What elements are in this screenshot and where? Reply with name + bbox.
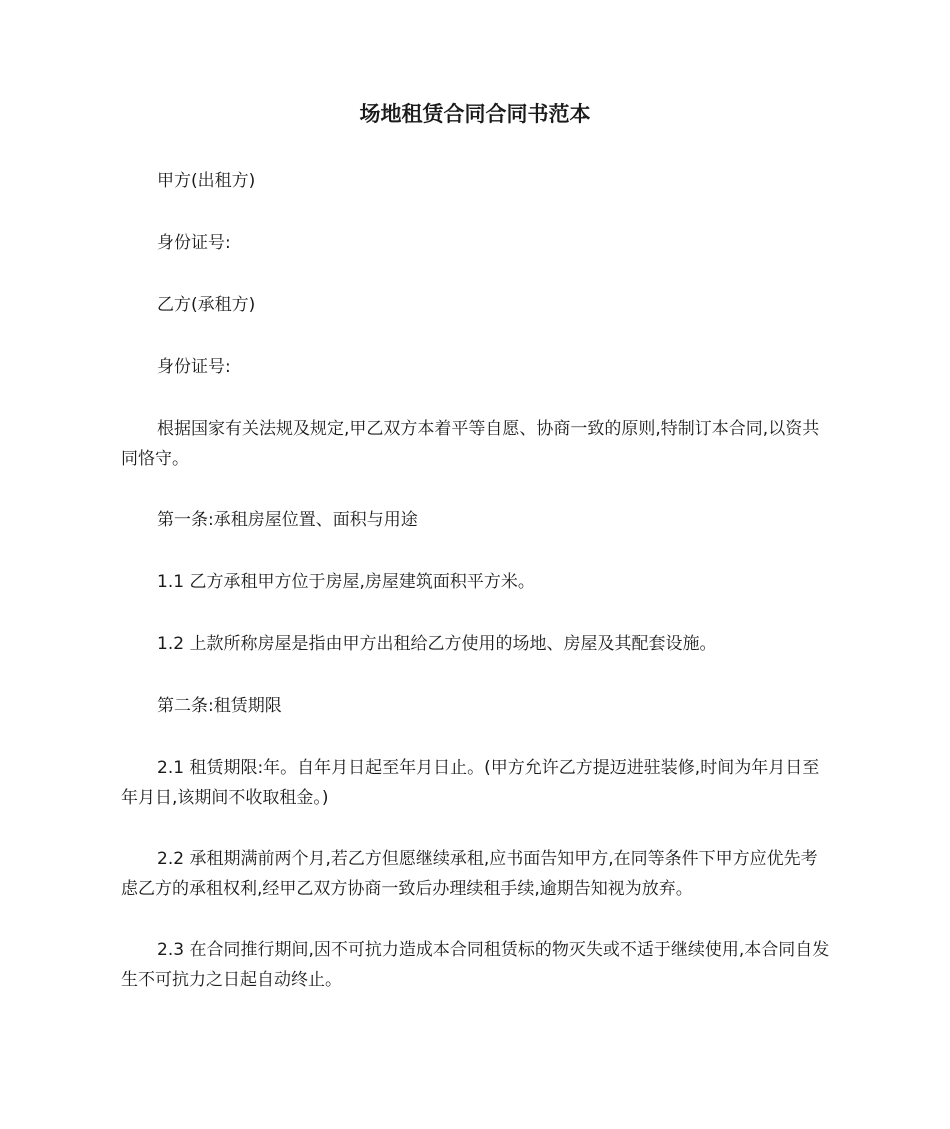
document-title: 场地租赁合同合同书范本	[359, 102, 591, 126]
clause-2-1: 2.1 租赁期限:年。自年月日起至年月日止。(甲方允许乙方提迈进驻装修,时间为年月日至年月日,该期间不收取租金。)	[121, 758, 820, 808]
article-1-heading: 第一条:承租房屋位置、面积与用途	[157, 510, 418, 530]
clause-2-3: 2.3 在合同推行期间,因不可抗力造成本合同租赁标的物灭失或不适于继续使用,本合同自发生不可抗力之日起自动终止。	[121, 940, 830, 990]
party-a-id-label: 身份证号:	[157, 233, 231, 253]
clause-1-1: 1.1 乙方承租甲方位于房屋,房屋建筑面积平方米。	[157, 572, 535, 592]
party-b-label: 乙方(承租方)	[157, 295, 256, 315]
party-b-id-label: 身份证号:	[157, 357, 231, 377]
party-a-label: 甲方(出租方)	[157, 171, 256, 191]
preamble-paragraph: 根据国家有关法规及规定,甲乙双方本着平等自愿、协商一致的原则,特制订本合同,以资共同恪守。	[121, 419, 820, 469]
article-2-heading: 第二条:租赁期限	[157, 696, 282, 716]
clause-1-2: 1.2 上款所称房屋是指由甲方出租给乙方使用的场地、房屋及其配套设施。	[157, 634, 717, 654]
clause-2-2: 2.2 承租期满前两个月,若乙方但愿继续承租,应书面告知甲方,在同等条件下甲方应优先考虑乙方的承租权利,经甲乙双方协商一致后办理续租手续,逾期告知视为放弃。	[121, 849, 818, 899]
